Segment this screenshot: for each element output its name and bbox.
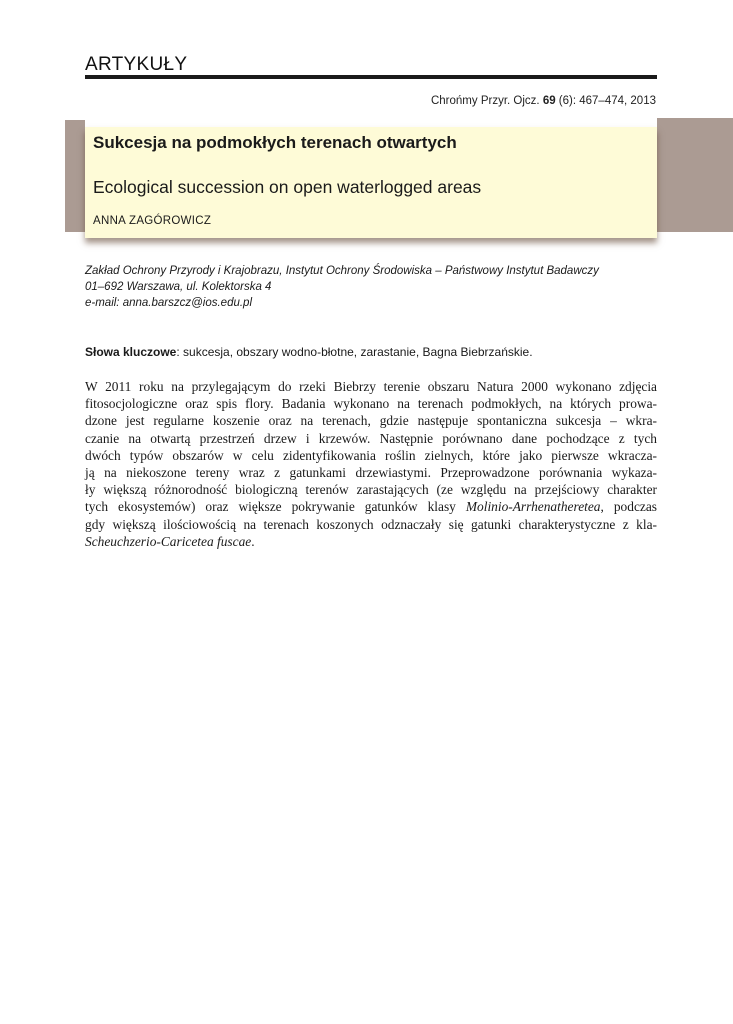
keywords-text: : sukcesja, obszary wodno-błotne, zarastanie, Bagna Biebrzańskie. bbox=[176, 345, 533, 359]
decorative-band-right bbox=[657, 118, 733, 232]
abstract-line: czanie na otwartą przestrzeń drzew i krzewów. Następnie porównano dane pochodzące z tych bbox=[85, 430, 657, 446]
abstract-line: dwóch typów obszarów w celu zidentyfikowania roślin zielnych, które jako pierwsze wkracza- bbox=[85, 447, 657, 463]
title-polish: Sukcesja na podmokłych terenach otwartych bbox=[93, 133, 457, 152]
journal-citation bbox=[431, 95, 656, 107]
citation-suffix: (6): 467–474, 2013 bbox=[555, 95, 656, 107]
abstract-line: gdy większą ilościowością na terenach koszonych odznaczały się gatunki charakterystyczne z kla- bbox=[85, 516, 657, 532]
title-box bbox=[85, 127, 657, 238]
citation-prefix: Chrońmy Przyr. Ojcz. bbox=[430, 95, 543, 107]
affiliation-address: 01–692 Warszawa, ul. Kolektorska 4 bbox=[85, 281, 272, 293]
author-affiliation bbox=[85, 263, 665, 311]
abstract-line bbox=[85, 533, 657, 550]
citation-volume: 69 bbox=[542, 95, 556, 107]
taxon-name: Scheuchzerio-Caricetea fuscae bbox=[85, 533, 252, 549]
abstract-line: fitosocjologiczne oraz spis flory. Badania wykonano na terenach podmokłych, na których prowa- bbox=[85, 396, 657, 412]
abstract-text: , podczas bbox=[600, 499, 657, 515]
abstract-line: W 2011 roku na przylegającym do rzeki Biebrzy terenie obszaru Natura 2000 wykonano zdjęcia bbox=[85, 379, 657, 394]
taxon-name: Molinio-Arrhenatheretea bbox=[465, 499, 601, 515]
abstract-text: tych ekosystemów) oraz większe pokrywanie gatunków klasy bbox=[85, 499, 466, 515]
affiliation-email: e-mail: anna.barszcz@ios.edu.pl bbox=[85, 297, 253, 309]
section-label: ARTYKUŁY bbox=[85, 54, 188, 75]
header-rule bbox=[85, 75, 657, 79]
abstract-line: dzone jest regularne koszenie oraz na terenach, gdzie następuje spontaniczna sukcesja – wkra- bbox=[85, 413, 657, 429]
abstract-line: ją na niekoszone tereny wraz z gatunkami drzewiastymi. Przeprowadzone porównania wykaza- bbox=[85, 465, 657, 481]
decorative-band-left bbox=[65, 120, 85, 232]
abstract bbox=[85, 378, 657, 550]
abstract-text: . bbox=[251, 533, 255, 549]
keywords-label: Słowa kluczowe bbox=[85, 345, 177, 359]
keywords bbox=[85, 345, 533, 359]
abstract-line bbox=[85, 498, 657, 515]
title-english: Ecological succession on open waterlogged areas bbox=[93, 177, 482, 197]
affiliation-institute: Zakład Ochrony Przyrody i Krajobrazu, Instytut Ochrony Środowiska – Państwowy Instytut Badawczy bbox=[85, 265, 599, 277]
author-name: ANNA ZAGÓROWICZ bbox=[93, 215, 212, 227]
abstract-line: ły większą różnorodność biologiczną terenów zarastających (ze względu na przejściowy charakter bbox=[85, 482, 657, 498]
